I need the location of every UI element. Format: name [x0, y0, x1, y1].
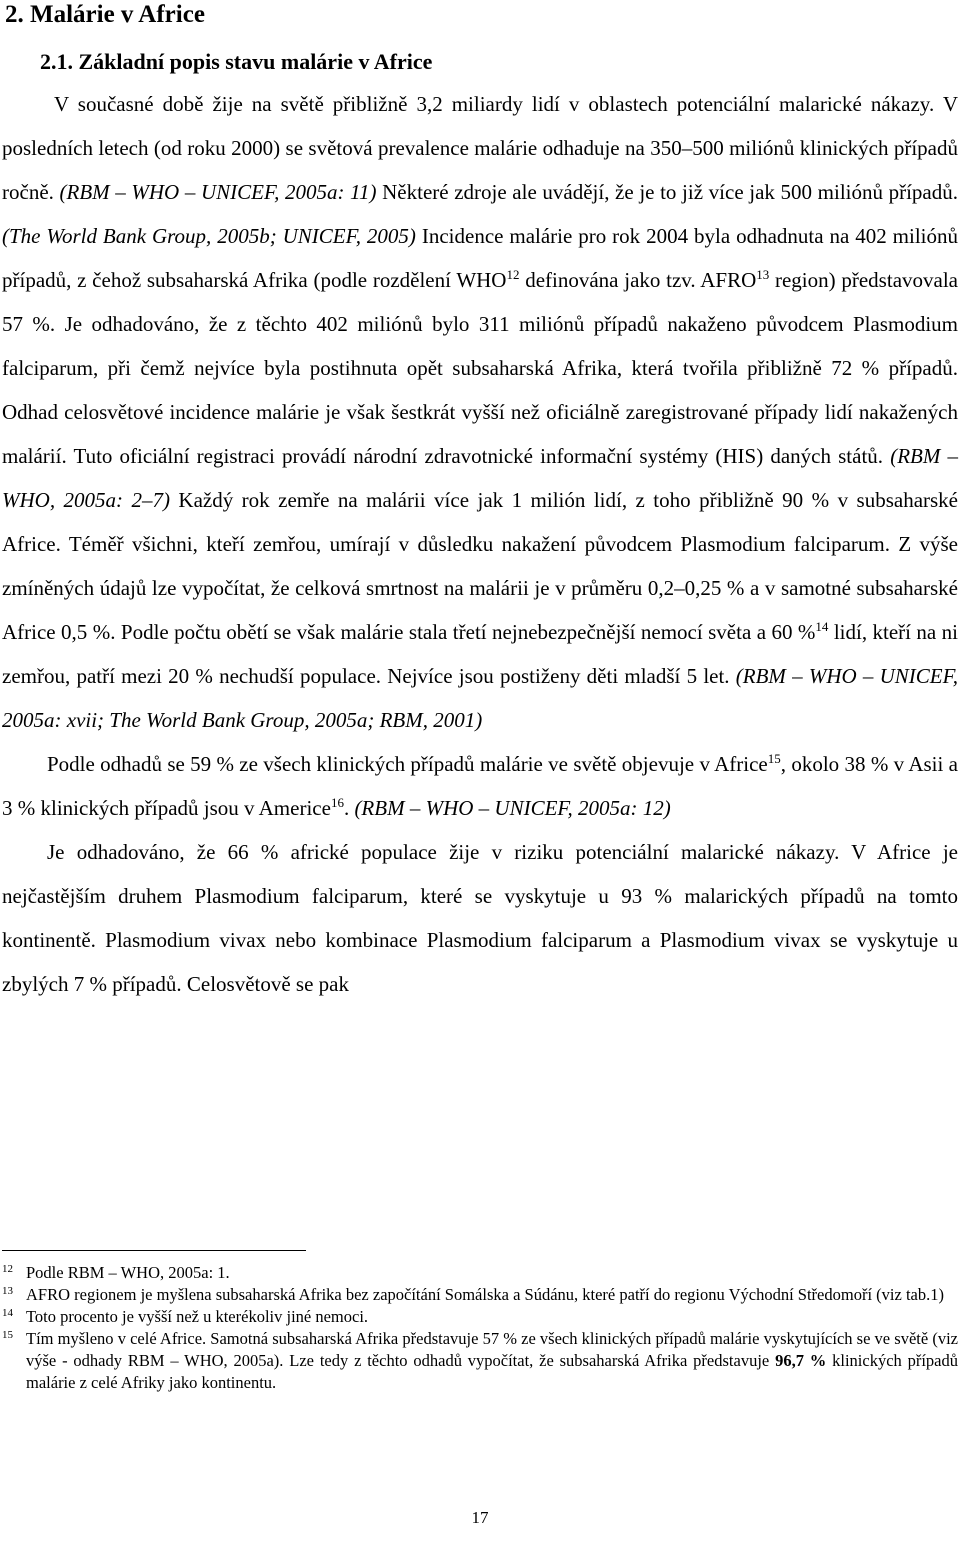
- text-run: region) představovala 57 %. Je odhadováno, že z těchto 402 miliónů bylo 311 miliónů případů nakaženo původcem Plasmodium falciparum, při čemž nejvíce byla postihnuta opět subsaharská Afrika, která tvořila přibližně 72 % případů. Odhad celosvětové incidence malárie je však šestkrát vyšší než oficiálně zaregistrované případy lidí nakažených malárií. Tuto oficiální registraci provádí národní zdravotnické informační systémy (HIS) daných států.: [2, 268, 958, 468]
- footnote-text: Tím myšleno v celé Africe. Samotná subsaharská Afrika představuje 57 % ze všech klinických případů malárie vyskytujících se ve světě (viz výše - odhady RBM – WHO, 2005a). Lze tedy z těchto odhadů vypočítat, že subsaharská Afrika představuje: [26, 1329, 958, 1370]
- paragraph-1: [2, 82, 958, 742]
- footnote-ref: 15: [767, 751, 781, 766]
- footnote-text: AFRO regionem je myšlena subsaharská Afrika bez započítání Somálska a Súdánu, které patří do regionu Východní Středomoří (viz tab.1): [26, 1285, 944, 1304]
- footnote-separator: [2, 1250, 306, 1251]
- text-run: Některé zdroje ale uvádějí, že je to již více jak 500 miliónů případů.: [376, 180, 959, 204]
- footnote-14: [2, 1306, 958, 1328]
- footnote-text: Toto procento je vyšší než u kterékoliv jiné nemoci.: [26, 1307, 369, 1326]
- section-heading: 2.1. Základní popis stavu malárie v Africe: [40, 49, 433, 74]
- footnote-ref: 16: [330, 795, 344, 810]
- text-run: , okolo 38 % v Asii a 3 % klinických případů jsou v Americe: [2, 752, 958, 820]
- paragraph-3: Je odhadováno, že 66 % africké populace žije v riziku potenciální malarické nákazy. V Africe je nejčastějším druhem Plasmodium falciparum, které se vyskytuje u 93 % malarických případů na tomto kontinentě. Plasmodium vivax nebo kombinace Plasmodium falciparum a Plasmodium vivax se vyskytuje u zbylých 7 % případů. Celosvětově se pak: [2, 840, 958, 996]
- main-text: [2, 82, 958, 1006]
- footnote-text: Podle RBM – WHO, 2005a: 1.: [26, 1263, 230, 1282]
- chapter-heading: 2. Malárie v Africe: [5, 1, 205, 28]
- text-run: Podle odhadů se 59 % ze všech klinických případů malárie ve světě objevuje v Africe: [47, 752, 768, 776]
- citation: (RBM – WHO – UNICEF, 2005a: xvii; The World Bank Group, 2005a; RBM, 2001): [2, 664, 958, 732]
- text-run: definována jako tzv. AFRO: [519, 268, 757, 292]
- footnote-number: 15: [2, 1329, 13, 1341]
- footnote-bold-value: 96,7 %: [775, 1351, 827, 1370]
- footnote-text: klinických případů malárie z celé Afriky jako kontinentu.: [26, 1351, 959, 1392]
- footnote-number: 14: [2, 1307, 13, 1319]
- paragraph-2: [2, 742, 958, 830]
- citation: (The World Bank Group, 2005b; UNICEF, 2005): [2, 224, 416, 248]
- citation: (RBM – WHO – UNICEF, 2005a: 11): [59, 180, 377, 204]
- text-run: Incidence malárie pro rok 2004 byla odhadnuta na 402 miliónů případů, z čehož subsaharská Afrika (podle rozdělení WHO: [2, 224, 958, 292]
- text-run: .: [343, 796, 355, 820]
- page-number: 17: [471, 1508, 489, 1527]
- footnote-13: [2, 1284, 958, 1306]
- citation: (RBM – WHO – UNICEF, 2005a: 12): [354, 796, 671, 820]
- footnote-number: 13: [2, 1285, 13, 1297]
- footnote-ref: 12: [506, 267, 520, 282]
- footnote-number: 12: [2, 1263, 13, 1275]
- footnote-ref: 13: [756, 267, 770, 282]
- text-run: V současné době žije na světě přibližně 3,2 miliardy lidí v oblastech potenciální malarické nákazy. V posledních letech (od roku 2000) se světová prevalence malárie odhaduje na 350–500 miliónů klinických případů ročně.: [2, 92, 958, 204]
- footnote-15: [2, 1328, 958, 1394]
- footnote-12: [2, 1262, 958, 1284]
- text-run: lidí, kteří na ni zemřou, patří mezi 20 % nechudší populace. Nejvíce jsou postiženy děti mladší 5 let.: [2, 620, 958, 688]
- text-run: Každý rok zemře na malárii více jak 1 milión lidí, z toho přibližně 90 % v subsaharské Africe. Téměř všichni, kteří zemřou, umírají v důsledku nakažení původcem Plasmodium falciparum. Z výše zmíněných údajů lze vypočítat, že celková smrtnost na malárii je v průměru 0,2–0,25 % a v samotné subsaharské Africe 0,5 %. Podle počtu obětí se však malárie stala třetí nejnebezpečnější nemocí světa a 60 %: [2, 488, 958, 644]
- footnotes: [2, 1262, 958, 1394]
- citation: (RBM – WHO, 2005a: 2–7): [2, 444, 958, 512]
- footnote-ref: 14: [815, 619, 829, 634]
